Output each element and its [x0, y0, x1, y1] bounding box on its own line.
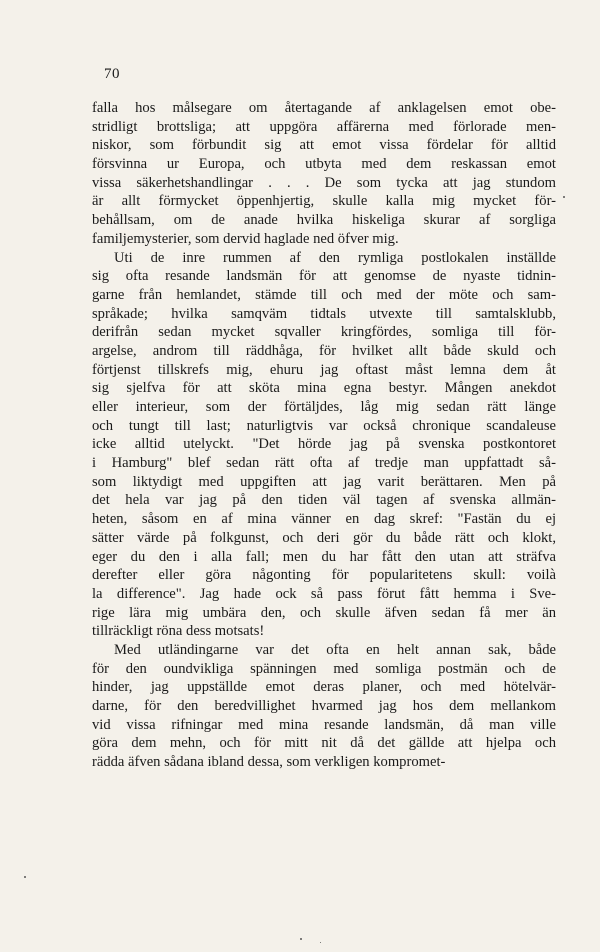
text-line: falla hos målsegare om återtagande af anklagelsen emot obe- [92, 100, 556, 116]
text-line: derefter eller göra någonting för popularitetens skull: voilà [92, 567, 556, 584]
text-line: sig ofta resande landsmän för att genomse de nyaste tidnin- [92, 268, 556, 285]
page-number: 70 [104, 66, 120, 82]
text-line: darne, för den beredvillighet hvarmed jag hos dem mellankom [92, 698, 556, 714]
text-line: Med utländingarne var det ofta en helt annan sak, både [114, 641, 556, 658]
text-line: familjemysterier, som dervid haglade ned öfver mig. [92, 230, 399, 247]
text-line: tillräckligt röna dess motsats! [92, 623, 265, 640]
text-line: garne från hemlandet, stämde till och med der möte och sam- [92, 286, 556, 303]
text-line: eger du den i alla fall; men du har fått den utan att sträfva [92, 548, 556, 565]
text-line: försvinna ur Europa, och utbyta med dem reskassan emot [92, 156, 556, 173]
text-line: stridligt brottsliga; att uppgöra affärerna med förlorade men- [92, 118, 556, 135]
text-line: behållsam, om de anade hvilka hiskeliga skurar af sorgliga [92, 212, 556, 229]
text-line: sätter värde på folkgunst, och deri gör du både rätt och klokt, [92, 529, 556, 546]
print-speck [24, 876, 26, 878]
text-line: argelse, androm till räddhåga, för hvilket allt både skuld och [92, 342, 556, 359]
text-line: och tungt till last; naturligtvis var också chronique scandaleuse [92, 417, 556, 434]
text-line: sig sjelfva för att sköta mina egna bestyr. Mången anekdot [92, 380, 556, 397]
text-line: för den oundvikliga spänningen med somliga postmän och de [92, 660, 556, 677]
text-line: vissa säkerhetshandlingar . . . De som tycka att jag stundom [92, 174, 556, 191]
text-line: i Hamburg" blef sedan rätt ofta af tredje man uppfattadt så- [92, 455, 556, 472]
text-line: rädda äfven sådana ibland dessa, som verkligen kompromet- [92, 754, 446, 771]
text-line: derifrån sedan mycket sqvaller kringfördes, somliga till för- [92, 324, 556, 341]
text-line: icke alltid utelyckt. "Det hörde jag på svenska postkontoret [92, 436, 556, 453]
text-line: rige lära mig umbära den, och skulle äfven sedan få mer än [92, 604, 556, 621]
text-line: niskor, som förbundit sig att emot vissa fördelar för alltid [92, 137, 556, 154]
text-line: språkade; hvilka samqväm tidtals utvexte till samtalsklubb, [92, 305, 556, 322]
text-line: hinder, jag uppställde emot deras planer, och med hötelvär- [92, 679, 556, 696]
print-speck [320, 942, 321, 943]
text-line: heten, såsom en af mina vänner en dag skref: "Fastän du ej [92, 511, 556, 528]
text-line: la difference". Jag hade ock så pass förut fått hemma i Sve- [92, 585, 556, 602]
print-speck [300, 938, 302, 940]
text-line: vid vissa rifningar med mina resande landsmän, då man ville [92, 716, 556, 733]
body-text [92, 99, 556, 772]
text-line: som liktydigt med uppgiften att jag varit berättaren. Men på [92, 473, 556, 490]
text-line: förtjenst tillskrefs mig, ehuru jag oftast måst lemna dem åt [92, 361, 556, 378]
text-line: det hela var jag på den tiden väl tagen af svenska allmän- [92, 492, 556, 509]
text-line: är allt förmycket öppenhjertig, skulle kalla mig mycket för- [92, 193, 556, 210]
text-line: göra dem mehn, och för mitt nit då det gällde att hjelpa och [92, 735, 556, 752]
print-speck [563, 196, 565, 198]
text-line: eller interieur, som der förtäljdes, låg mig sedan rätt länge [92, 399, 556, 415]
text-line: Uti de inre rummen af den rymliga postlokalen inställde [114, 249, 556, 266]
